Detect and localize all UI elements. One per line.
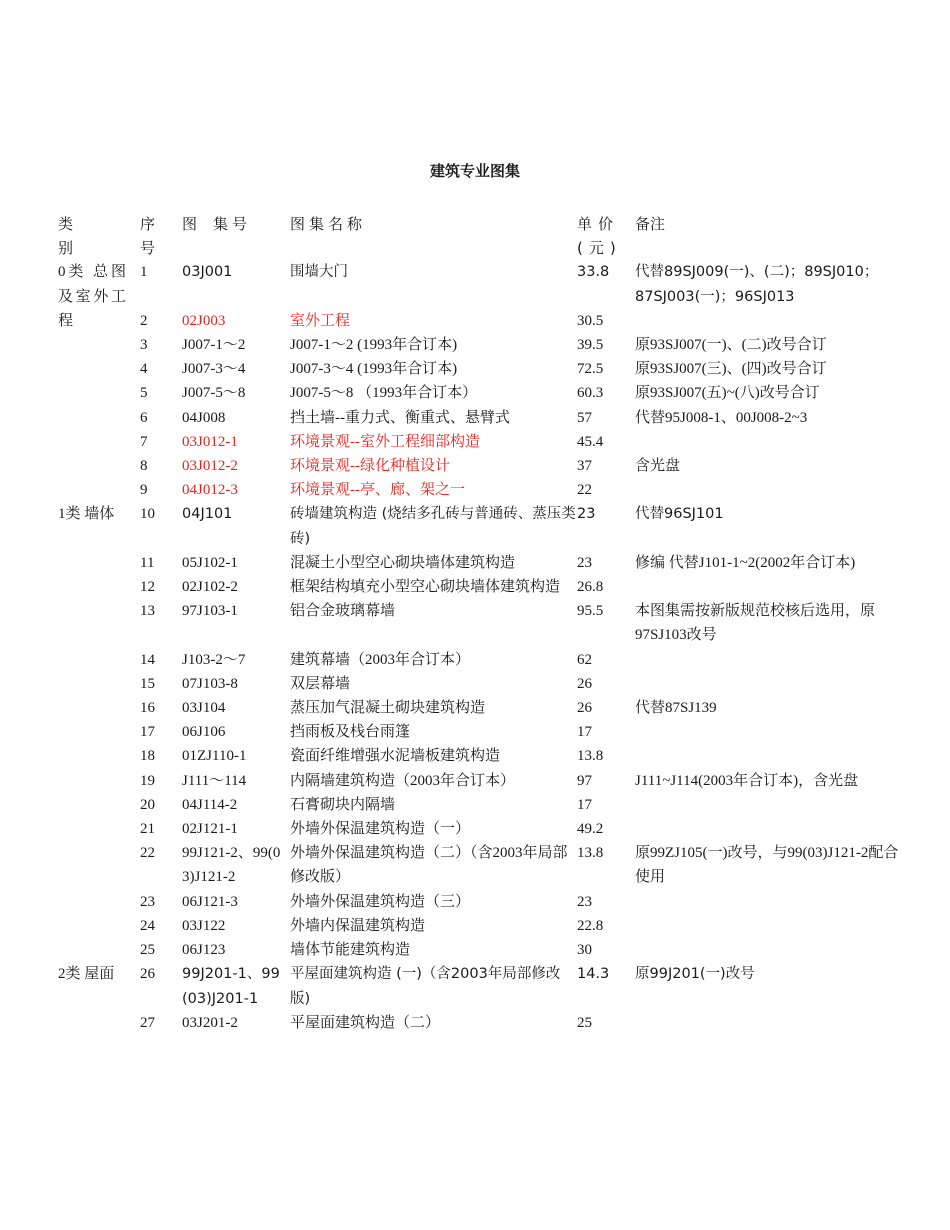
row-price: 39.5	[577, 337, 604, 354]
row-note	[635, 430, 913, 454]
row-code: 99J201-1、99(03)J201-1	[182, 966, 280, 1007]
row-note: 代替89SJ009(一)、(二)；89SJ010；87SJ003(一)；96SJ013	[635, 264, 879, 305]
category-cell: 2类 屋面	[58, 966, 115, 983]
row-note: 原93SJ007(三)、(四)改号合订	[635, 361, 827, 378]
row-code: 03J122	[182, 917, 226, 934]
row-price: 22	[577, 482, 592, 499]
row-note	[635, 672, 913, 696]
row-code: J007-5～8	[182, 385, 246, 402]
row-name: 外墙外保温建筑构造（二）（含2003年局部修改版）	[290, 845, 568, 886]
row-note	[635, 309, 913, 333]
row-note: 修编 代替J101-1~2(2002年合订本)	[635, 554, 856, 571]
row-number: 22	[140, 845, 155, 862]
row-number: 13	[140, 603, 155, 620]
row-code: 03J001	[182, 264, 233, 281]
row-code: 02J003	[182, 312, 226, 329]
row-price: 23	[577, 554, 592, 571]
row-price: 17	[577, 724, 592, 741]
row-note: 原99J201(一)改号	[635, 966, 755, 983]
table-row	[58, 938, 913, 962]
row-name: 挡雨板及栈台雨篷	[290, 724, 411, 741]
row-note: 原93SJ007(一)、(二)改号合订	[635, 337, 827, 354]
row-number: 4	[140, 361, 148, 378]
row-code: 07J103-8	[182, 675, 238, 692]
row-number: 24	[140, 917, 155, 934]
row-number: 15	[140, 675, 155, 692]
row-code: 99J121-2、99(03)J121-2	[182, 845, 281, 886]
row-number: 7	[140, 433, 148, 450]
row-price: 30	[577, 942, 592, 959]
table-row	[58, 599, 913, 647]
row-price: 62	[577, 651, 592, 668]
row-number: 3	[140, 337, 148, 354]
table-row	[58, 817, 913, 841]
page-title: 建筑专业图集	[429, 162, 520, 180]
row-code: 03J012-2	[182, 458, 238, 475]
row-number: 18	[140, 748, 155, 765]
row-note	[635, 938, 913, 962]
row-note	[635, 648, 913, 672]
row-price: 26	[577, 675, 592, 692]
row-price: 26	[577, 700, 592, 717]
table-row	[58, 962, 913, 1010]
header-number: 序号	[140, 215, 156, 258]
row-note	[635, 914, 913, 938]
row-price: 13.8	[577, 748, 604, 765]
table-row	[58, 720, 913, 744]
row-name: 双层幕墙	[290, 675, 351, 692]
row-price: 14.3	[577, 966, 610, 983]
header-code: 图 集号	[182, 215, 252, 233]
row-price: 30.5	[577, 312, 604, 329]
header-category: 类别	[58, 215, 104, 258]
row-price: 17	[577, 796, 592, 813]
table-row	[58, 1011, 913, 1035]
table-header-row	[58, 212, 913, 260]
row-code: 04J101	[182, 506, 233, 523]
row-name: 铝合金玻璃幕墙	[290, 603, 396, 620]
row-name: 平屋面建筑构造 (一)（含2003年局部修改版)	[290, 966, 561, 1007]
table-row	[58, 381, 913, 405]
table-row	[58, 841, 913, 889]
row-price: 72.5	[577, 361, 604, 378]
table-row	[58, 890, 913, 914]
row-number: 12	[140, 579, 155, 596]
row-code: 03J012-1	[182, 433, 238, 450]
row-code: 05J102-1	[182, 554, 238, 571]
row-note: J111~J114(2003年合订本)，含光盘	[635, 772, 859, 789]
table-row	[58, 575, 913, 599]
row-name: 瓷面纤维增强水泥墙板建筑构造	[290, 748, 501, 765]
table-row	[58, 672, 913, 696]
row-note	[635, 1011, 913, 1035]
row-note	[635, 817, 913, 841]
row-code: J007-3～4	[182, 361, 246, 378]
row-code: 04J008	[182, 409, 226, 426]
row-number: 5	[140, 385, 148, 402]
row-number: 6	[140, 409, 148, 426]
row-name: 砖墙建筑构造 (烧结多孔砖与普通砖、蒸压类砖)	[290, 506, 576, 547]
row-code: 06J121-3	[182, 893, 238, 910]
row-code: 04J114-2	[182, 796, 238, 813]
table-row	[58, 769, 913, 793]
row-name: J007-5～8 （1993年合订本）	[290, 385, 478, 402]
row-price: 23	[577, 893, 592, 910]
row-price: 97	[577, 772, 592, 789]
table-row	[58, 696, 913, 720]
row-price: 37	[577, 458, 592, 475]
row-note	[635, 890, 913, 914]
row-code: 97J103-1	[182, 603, 238, 620]
row-code: J103-2～7	[182, 651, 246, 668]
row-note: 代替95J008-1、00J008-2~3	[635, 409, 808, 426]
row-note: 含光盘	[635, 458, 681, 475]
table-row	[58, 333, 913, 357]
atlas-table	[58, 212, 913, 1035]
table-row	[58, 430, 913, 454]
row-price: 23	[577, 506, 596, 523]
row-name: J007-3～4 (1993年合订本)	[290, 361, 458, 378]
category-cell: 1类 墙体	[58, 506, 115, 523]
row-note: 本图集需按新版规范校核后选用，原97SJ103改号	[635, 603, 876, 644]
row-note: 原93SJ007(五)~(八)改号合订	[635, 385, 820, 402]
row-note: 代替87SJ139	[635, 700, 717, 717]
table-row	[58, 914, 913, 938]
row-price: 45.4	[577, 433, 604, 450]
row-number: 23	[140, 893, 155, 910]
row-name: 外墙内保温建筑构造	[290, 917, 426, 934]
row-code: 03J104	[182, 700, 226, 717]
row-code: 02J121-1	[182, 821, 238, 838]
table-row	[58, 260, 913, 308]
row-price: 60.3	[577, 385, 604, 402]
row-number: 27	[140, 1014, 155, 1031]
row-code: J111～114	[182, 772, 247, 789]
row-note	[635, 478, 913, 502]
row-note	[635, 744, 913, 768]
row-name: 环境景观--亭、廊、架之一	[290, 482, 465, 499]
table-row	[58, 478, 913, 502]
header-note: 备注	[635, 215, 666, 233]
header-price: 单价(元)	[577, 215, 622, 258]
row-number: 26	[140, 966, 155, 983]
table-row	[58, 793, 913, 817]
row-price: 13.8	[577, 845, 604, 862]
row-note: 原99ZJ105(一)改号，与99(03)J121-2配合使用	[635, 845, 899, 886]
row-code: 02J102-2	[182, 579, 238, 596]
row-price: 33.8	[577, 264, 610, 281]
table-row	[58, 502, 913, 550]
category-cell: 0类 总图及室外工程	[58, 264, 126, 329]
table-row	[58, 551, 913, 575]
row-note: 代替96SJ101	[635, 506, 724, 523]
table-row	[58, 454, 913, 478]
row-name: 石膏砌块内隔墙	[290, 796, 396, 813]
table-row	[58, 406, 913, 430]
row-price: 49.2	[577, 821, 604, 838]
row-number: 9	[140, 482, 148, 499]
row-name: 外墙外保温建筑构造（三）	[290, 893, 471, 910]
row-number: 19	[140, 772, 155, 789]
row-name: 墙体节能建筑构造	[290, 942, 411, 959]
row-number: 11	[140, 554, 155, 571]
row-code: 04J012-3	[182, 482, 238, 499]
row-note	[635, 720, 913, 744]
row-code: 03J201-2	[182, 1014, 238, 1031]
row-number: 1	[140, 264, 148, 281]
row-name: 环境景观--绿化种植设计	[290, 458, 450, 475]
header-name: 图集名称	[290, 215, 367, 233]
table-row	[58, 357, 913, 381]
row-price: 26.8	[577, 579, 604, 596]
row-price: 57	[577, 409, 592, 426]
row-number: 2	[140, 312, 148, 329]
row-number: 20	[140, 796, 155, 813]
row-code: 01ZJ110-1	[182, 748, 247, 765]
row-name: 建筑幕墙（2003年合订本）	[290, 651, 471, 668]
row-note	[635, 793, 913, 817]
row-name: 蒸压加气混凝土砌块建筑构造	[290, 700, 486, 717]
row-number: 21	[140, 821, 155, 838]
row-number: 10	[140, 506, 155, 523]
row-price: 25	[577, 1014, 592, 1031]
row-number: 14	[140, 651, 155, 668]
row-code: 06J106	[182, 724, 226, 741]
row-name: 环境景观--室外工程细部构造	[290, 433, 480, 450]
row-note	[635, 575, 913, 599]
row-name: J007-1～2 (1993年合订本)	[290, 337, 458, 354]
row-name: 混凝土小型空心砌块墙体建筑构造	[290, 554, 516, 571]
row-code: J007-1～2	[182, 337, 246, 354]
row-price: 22.8	[577, 917, 604, 934]
row-price: 95.5	[577, 603, 604, 620]
row-number: 17	[140, 724, 155, 741]
row-name: 平屋面建筑构造（二）	[290, 1014, 441, 1031]
row-name: 挡土墙--重力式、衡重式、悬臂式	[290, 409, 510, 426]
row-code: 06J123	[182, 942, 226, 959]
row-name: 室外工程	[290, 312, 351, 329]
row-number: 16	[140, 700, 155, 717]
row-name: 内隔墙建筑构造（2003年合订本）	[290, 772, 516, 789]
row-name: 外墙外保温建筑构造（一）	[290, 821, 471, 838]
row-name: 围墙大门	[290, 264, 348, 281]
row-name: 框架结构填充小型空心砌块墙体建筑构造	[290, 579, 561, 596]
row-number: 25	[140, 942, 155, 959]
table-row	[58, 648, 913, 672]
table-row	[58, 309, 913, 333]
table-row	[58, 744, 913, 768]
row-number: 8	[140, 458, 148, 475]
